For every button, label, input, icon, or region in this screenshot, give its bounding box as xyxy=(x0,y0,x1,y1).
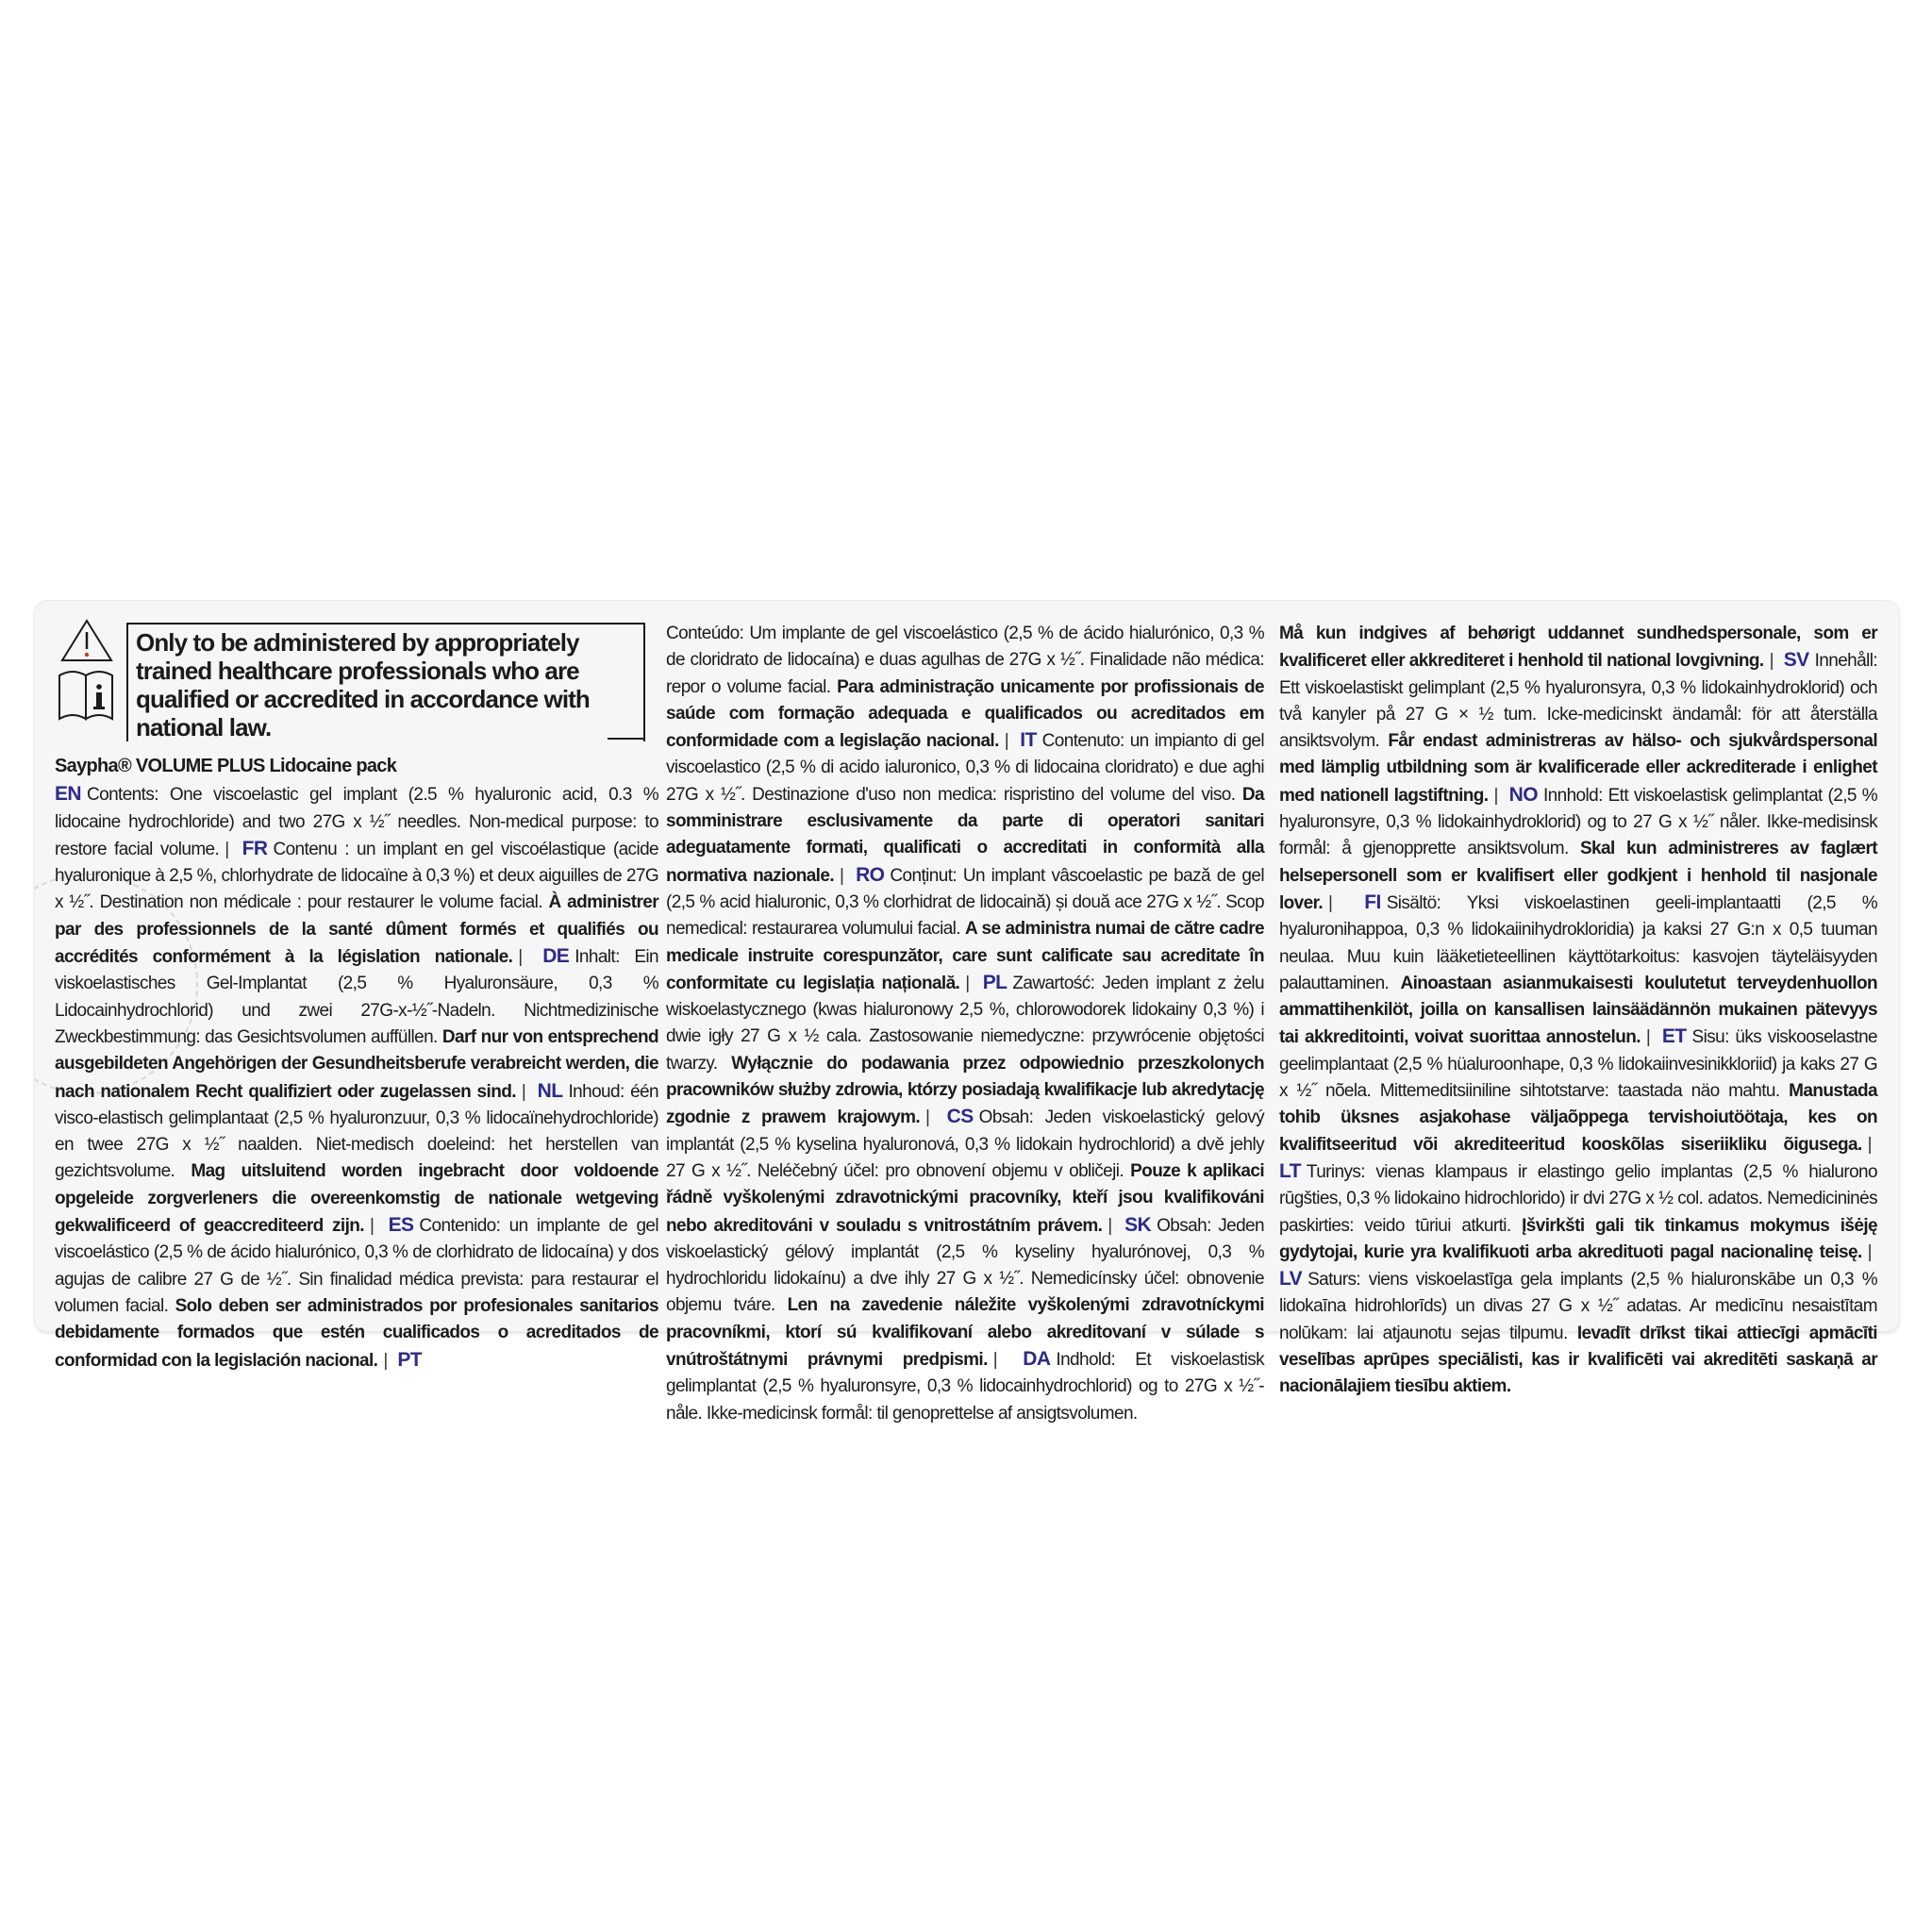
separator: | xyxy=(225,839,229,859)
product-name: Saypha® VOLUME PLUS Lidocaine pack xyxy=(55,756,397,776)
section-lv xyxy=(1279,1270,1877,1396)
warning-es: Solo deben ser administrados por profesionales sanitarios debidamente formados que estén cualificados o acreditados de conformidad con la legislación nacional. xyxy=(55,1295,658,1371)
contents-no: Innhold: Ett viskoelastisk gelimplantat (2,5 % hyaluronsyre, 0,3 % lidokainhydroklorid) og to 27 G x ½˝ nåler. Ikke-medisinsk formål: å gjenopprette ansiktsvolum. xyxy=(1279,785,1877,859)
contents-ro: Conținut: Un implant vâscoelastic pe bază de gel (2,5 % acid hialuronic, 0,3 % clorhidrat de lidocaină) și două ace 27G x ½˝. Scop nemedical: restaurarea volumului facial. xyxy=(666,865,1264,940)
section-de xyxy=(55,947,658,1101)
separator: | xyxy=(1108,1215,1112,1236)
language-code-fr: FR xyxy=(242,837,268,859)
package-label-panel xyxy=(34,600,1900,1424)
contents-pl: Zawartość: Jeden implant z żelu wiskoelastycznego (kwas hialuronowy 2,5 %, chlorowodorek lidokainy 0,3 %) i dwie igły 27 G x ½ cala. Zastosowanie niemedyczne: przywrócenie objętości twarzy. xyxy=(666,973,1264,1074)
contents-fi: Sisältö: Yksi viskoelastinen geeli-implantaatti (2,5 % hyaluronihappoa, 0,3 % lidokaiinihydrokloridia) ja kaksi 27 G:n x 0,5 tuuman neulaa. Muu kuin lääketieteellinen käyttötarkoitus: kasvojen täyteläisyyden palauttaminen. xyxy=(1279,892,1877,993)
contents-da: Indhold: Et viskoelastisk gelimplantat (2,5 % hyaluronsyre, 0,3 % lidocainhydrochlorid) og to 27G x ½˝-nåle. Ikke-medicinsk formål: til genoprettelse af ansigtsvolumen. xyxy=(666,1350,1264,1424)
warning-pt: Para administração unicamente por profissionais de saúde com formação adequada e qualificados ou acreditados em conformidade com a legislação nacional. xyxy=(666,676,1264,752)
contents-sk: Obsah: Jeden viskoelastický gélový implantát (2,5 % kyseliny hyalurónovej, 0,3 % hydrochloridu lidokaínu) a dve ihly 27 G x ½˝. Nemedicínsky účel: obnovenie objemu tváre. xyxy=(666,1215,1264,1316)
language-code-en: EN xyxy=(55,783,81,806)
section-pt-start xyxy=(397,1348,427,1371)
contents-sv: Innehåll: Ett viskoelastiskt gelimplant (2,5 % hyaluronsyra, 0,3 % lidokainhydroklorid) och två kanyler på 27 G × ½ tum. Icke-medicinskt ändamål: för att återställa ansiktsvolym. xyxy=(1279,651,1878,752)
warning-pl: Wyłącznie do podawania przez odpowiednio przeszkolonych pracowników służby zdrowia, którzy posiadają kwalifikacje lub akredytację zgodnie z prawem krajowym. xyxy=(666,1053,1264,1128)
warning-sv: Får endast administreras av hälso- och sjukvårdspersonal med lämplig utbildning som är kvalificerade eller ackrediterade i enlighet med nationell lagstiftning. xyxy=(1279,731,1877,806)
language-code-sk: SK xyxy=(1124,1213,1152,1236)
section-lt xyxy=(1279,1159,1877,1262)
separator: | xyxy=(1645,1027,1651,1048)
professional-use-warning: Only to be administered by appropriately trained healthcare professionals who are qualified or accredited in accordance with national law. xyxy=(126,623,645,741)
warning-sk: Len na zavedenie náležite vyškolenými zdravotníckymi pracovníkmi, ktorí sú kvalifikovaní alebo akreditovaní v súlade s vnútroštátnymi právnymi predpismi. xyxy=(666,1295,1264,1371)
warning-no: Skal kun administreres av faglært helsepersonell som er kvalifisert eller godkjent i henhold til nasjonale lover. xyxy=(1279,839,1877,913)
warning-nl: Mag uitsluitend worden ingebracht door voldoende opgeleide zorgverleners die overeenkomstig de nationale wetgeving gekwalificeerd of geaccrediteerd zijn. xyxy=(55,1161,658,1237)
separator: | xyxy=(383,1350,388,1371)
language-code-sv: SV xyxy=(1783,649,1809,672)
contents-cs: Obsah: Jeden viskoelastický gelový implantát (2,5 % kyselina hyaluronová, 0,3 % lidokain hydrochlorid) a dvě jehly 27 G x ½˝. Neléčebný účel: pro obnovení objemu v obličeji. xyxy=(666,1108,1264,1181)
section-it xyxy=(666,731,1264,885)
contents-nl: Inhoud: één visco-elastisch gelimplantaat (2,5 % hyaluronzuur, 0,3 % lidocaïnehydrochloride) en twee 27G x ½˝ naalden. Niet-medisch doeleind: het herstellen van gezichtsvolume. xyxy=(55,1081,658,1182)
contents-it: Contenuto: un impianto di gel viscoelastico (2,5 % di acido ialuronico, 0,3 % di lidocaina cloridrato) e due aghi 27G x ½˝. Destinazione d'uso non medica: rispristino del volume del viso. xyxy=(666,731,1264,805)
warning-fi: Ainoastaan asianmukaisesti koulutetut terveydenhuollon ammattihenkilöt, joilla on kansallisen lainsäädännön mukainen pätevyys tai akkreditointi, voivat suorittaa annostelun. xyxy=(1279,973,1878,1048)
warning-ro: A se administra numai de către cadre medicale instruite corespunzător, care sunt calificate sau acreditate în conformitate cu legislația națională. xyxy=(666,919,1264,993)
section-sk xyxy=(666,1213,1264,1371)
separator: | xyxy=(1004,731,1009,752)
consult-instructions-icon xyxy=(57,666,117,723)
language-code-nl: NL xyxy=(537,1079,563,1102)
language-code-da: DA xyxy=(1023,1348,1051,1371)
language-code-lv: LV xyxy=(1279,1268,1303,1291)
separator: | xyxy=(992,1350,998,1371)
symbol-group xyxy=(55,623,117,728)
language-code-lt: LT xyxy=(1279,1159,1301,1182)
text-column-2 xyxy=(666,621,1264,1427)
warning-lv: Ievadīt drīkst tikai attiecīgi apmācīti veselības aprūpes speciālisti, kas ir kvalificēti vai akreditēti saskaņā ar nacionālajiem tiesību aktiem. xyxy=(1279,1323,1877,1397)
section-es xyxy=(55,1216,658,1370)
warning-de: Darf nur von entsprechend ausgebildeten Angehörigen der Gesundheitsberufe verabreicht werden, die nach nationalem Recht qualifiziert oder zugelassen sind. xyxy=(55,1026,658,1102)
separator: | xyxy=(925,1108,930,1128)
language-code-et: ET xyxy=(1661,1025,1687,1048)
language-code-pl: PL xyxy=(982,971,1008,993)
language-code-es: ES xyxy=(388,1214,414,1237)
separator: | xyxy=(1769,651,1774,672)
separator: | xyxy=(840,865,844,886)
separator: | xyxy=(1867,1134,1872,1155)
contents-de: Inhalt: Ein viskoelastisches Gel-Implantat (2,5 % Hyaluronsäure, 0,3 % Lidocainhydrochlorid) und zwei 27G-x-½˝-Nadeln. Nichtmedizinische Zweckbestimmung: das Gesichtsvolumen auffüllen. xyxy=(55,947,658,1047)
contents-fr: Contenu : un implant en gel viscoélastique (acide hyaluronique à 2,5 %, chlorhydrate de lidocaïne à 0,3 %) et deux aiguilles de 27G x ½˝. Destination non médicale : pour restaurer le volume facial. xyxy=(55,839,659,913)
language-code-de: DE xyxy=(542,945,570,968)
text-column-1 xyxy=(55,613,658,1374)
warning-cs: Pouze k aplikaci řádně vyškolenými zdravotnickými pracovníky, kteří jsou kvalifikováni nebo akreditováni v souladu s vnitrostátním právem. xyxy=(666,1160,1264,1236)
separator: | xyxy=(1493,785,1498,806)
language-code-no: NO xyxy=(1508,783,1538,806)
language-code-it: IT xyxy=(1020,729,1037,752)
warning-it: Da somministrare esclusivamente da parte di operatori sanitari adeguatamente formati, qualificati o accreditati in conformità alla normativa nazionale. xyxy=(666,784,1265,886)
warning-da: Må kun indgives af behørigt uddannet sundhedspersonale, som er kvalificeret eller akkrediteret i henhold til national lovgivning. xyxy=(1279,624,1877,672)
warning-row xyxy=(55,623,658,741)
language-code-ro: RO xyxy=(856,863,885,886)
language-code-pt: PT xyxy=(397,1348,423,1371)
contents-et: Sisu: üks viskooselastne geelimplantaat (2,5 % hüaluroonhape, 0,3 % lidokaiinvesinikkloriid) ja kaks 27 G x ½˝ nõela. Mittemeditsiiniline sihtotstarve: taastada näo mahtu. xyxy=(1279,1027,1878,1102)
language-code-cs: CS xyxy=(946,1106,974,1128)
separator: | xyxy=(1328,892,1333,913)
section-fi xyxy=(1279,893,1877,1047)
contents-pt: Conteúdo: Um implante de gel viscoelástico (2,5 % de ácido hialurónico, 0,3 % de cloridrato de lidocaína) e duas agulhas de 27G x ½˝. Finalidade não médica: repor o volume facial. xyxy=(666,624,1264,697)
contents-es: Contenido: un implante de gel viscoelástico (2,5 % de ácido hialurónico, 0,3 % de clorhidrato de lidocaína) y dos agujas de calibre 27 G de ½˝. Sin finalidad médica prevista: para restaurar el volumen facial. xyxy=(55,1216,658,1316)
separator: | xyxy=(369,1216,375,1237)
contents-lt: Turinys: vienas klampaus ir elastingo gelio implantas (2,5 % hialurono rūgšties, 0,3 % lidokaino hidrochlorido) ir dvi 27G x ½ col. adatos. Nemedicininės paskirties: veido tūriui atkurti. xyxy=(1279,1161,1877,1236)
contents-en: Contents: One viscoelastic gel implant (2.5 % hyaluronic acid, 0.3 % lidocaine hydrochloride) and two 27G x ½˝ needles. Non-medical purpose: to restore facial volume. xyxy=(55,785,658,859)
warning-fr: À administrer par des professionnels de la santé dûment formés et qualifiés ou accrédités conformément à la législation nationale. xyxy=(55,892,659,968)
separator: | xyxy=(1867,1241,1872,1262)
text-column-3 xyxy=(1279,621,1877,1401)
section-sv xyxy=(1279,651,1877,805)
separator: | xyxy=(518,947,523,968)
separator: | xyxy=(965,973,970,993)
warning-lt: Įšvirkšti gali tik tinkamus mokymus išėję gydytojai, kurie yra kvalifikuoti arba akredituoti pagal nacionalinę teisę. xyxy=(1279,1215,1877,1262)
separator: | xyxy=(521,1081,526,1102)
contents-lv: Saturs: viens viskoelastīga gela implants (2,5 % hialuronskābe un 0,3 % lidokaīna hidrohlorīds) un divas 27 G x ½˝ adatas. Ar medicīnu nesaistītam nolūkam: lai atjaunotu sejas tilpumu. xyxy=(1279,1270,1877,1343)
section-nl xyxy=(55,1079,658,1237)
warning-et: Manustada tohib üksnes asjakohase väljaõppega tervishoiutöötaja, kes on kvalifitseeritud või akrediteeritud kooskõlas siseriikliku õigusega. xyxy=(1279,1081,1877,1155)
section-pl xyxy=(666,971,1264,1128)
language-code-fi: FI xyxy=(1364,891,1381,913)
